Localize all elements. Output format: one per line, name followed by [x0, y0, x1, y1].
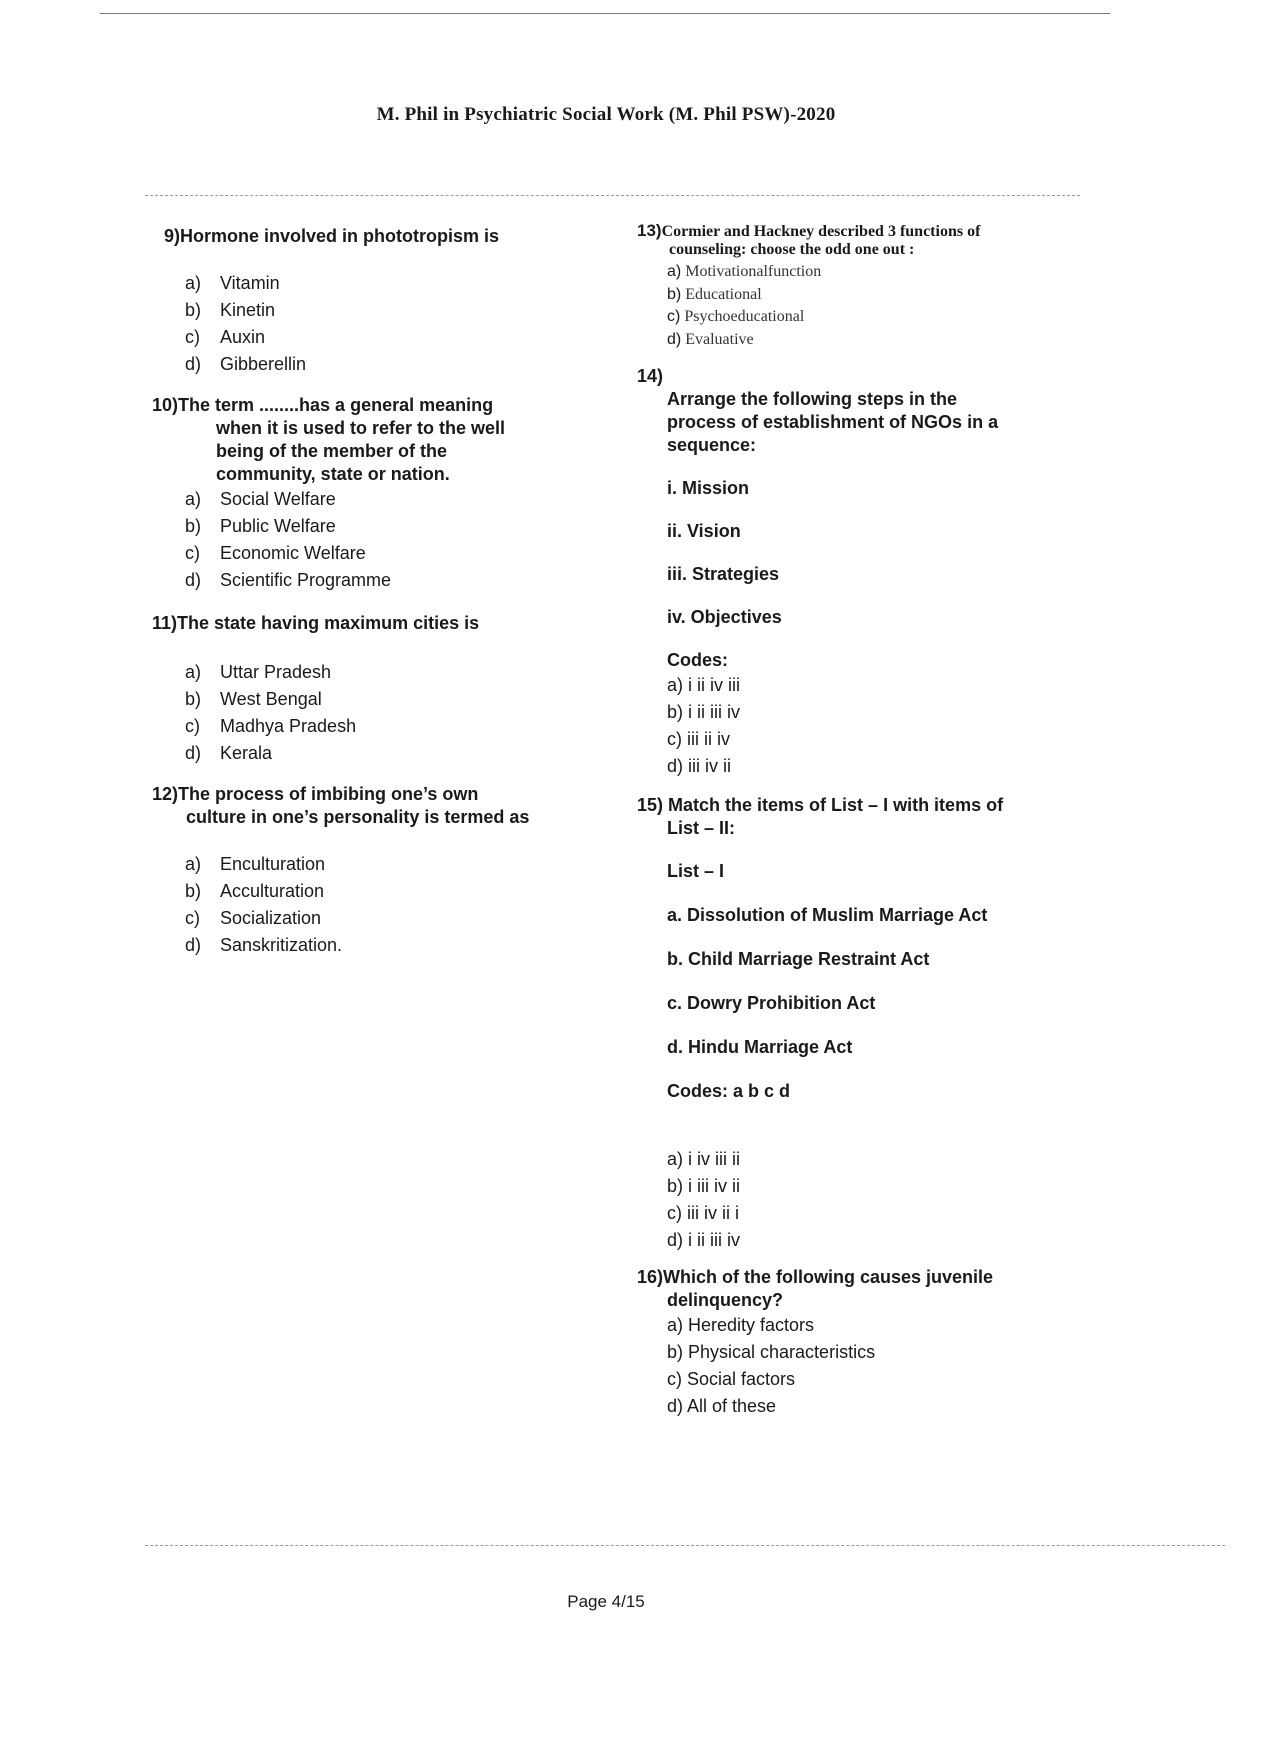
- question-13: 13)Cormier and Hackney described 3 functions of counseling: choose the odd one out :: [637, 222, 1077, 259]
- footer-divider: [145, 1545, 1225, 1546]
- question-number: 10): [152, 395, 179, 415]
- options-q16: [637, 1312, 1077, 1420]
- question-number: 13): [637, 221, 662, 240]
- option[interactable]: a) Enculturation: [185, 854, 326, 874]
- option[interactable]: a) Motivationalfunction: [667, 263, 822, 280]
- option[interactable]: c) iii ii iv: [667, 729, 730, 749]
- left-column: [152, 225, 612, 959]
- option[interactable]: b) i ii iii iv: [667, 702, 741, 722]
- list-item: iv. Objectives: [667, 607, 782, 627]
- options-q15: [637, 1146, 1077, 1254]
- options-q11: [152, 659, 612, 767]
- option[interactable]: c) Auxin: [185, 327, 266, 347]
- question-number: 14): [637, 366, 664, 386]
- question-text-line: delinquency?: [667, 1290, 784, 1310]
- question-14: [637, 365, 1077, 457]
- option[interactable]: a) i ii iv iii: [667, 675, 741, 695]
- right-column: [637, 222, 1077, 1420]
- option[interactable]: a) Social Welfare: [185, 489, 336, 509]
- option[interactable]: b) Kinetin: [185, 300, 276, 320]
- codes-label: Codes:: [667, 650, 729, 670]
- question-10: 10)The term ........has a general meaning when it is used to refer to the well being of the member of the community, state or nation.: [152, 394, 612, 486]
- question-number: 12): [152, 784, 179, 804]
- option[interactable]: d) Evaluative: [667, 330, 754, 348]
- question-text-line: process of establishment of NGOs in a: [667, 412, 999, 432]
- list-q15: [637, 860, 1077, 1103]
- codes-label: Codes: a b c d: [667, 1081, 791, 1101]
- option[interactable]: d) Gibberellin: [185, 354, 307, 374]
- question-text-line: being of the member of the: [216, 441, 448, 461]
- option[interactable]: b) Acculturation: [185, 881, 325, 901]
- list-item: i. Mission: [667, 478, 750, 498]
- question-text: The state having maximum cities is: [177, 613, 480, 633]
- question-number: 11): [152, 613, 178, 633]
- question-15: 15) Match the items of List – I with items of List – II:: [637, 794, 1077, 840]
- option[interactable]: d) i ii iii iv: [667, 1230, 741, 1250]
- options-q10: [152, 486, 612, 594]
- question-12: 12)The process of imbibing one’s own culture in one’s personality is termed as: [152, 783, 612, 829]
- question-text-line: Arrange the following steps in the: [667, 389, 958, 409]
- options-q9: [152, 270, 612, 378]
- option[interactable]: a) i iv iii ii: [667, 1149, 741, 1169]
- option[interactable]: d) Scientific Programme: [185, 570, 392, 590]
- option[interactable]: c) iii iv ii i: [667, 1203, 739, 1223]
- option[interactable]: c) Psychoeducational: [667, 308, 805, 325]
- option[interactable]: c) Madhya Pradesh: [185, 716, 357, 736]
- option[interactable]: b) Physical characteristics: [667, 1342, 876, 1362]
- list-item: ii. Vision: [667, 521, 741, 541]
- option[interactable]: c) Economic Welfare: [185, 543, 366, 563]
- option[interactable]: d) All of these: [667, 1396, 777, 1416]
- list-item: c. Dowry Prohibition Act: [667, 993, 876, 1013]
- option[interactable]: b) Public Welfare: [185, 516, 336, 536]
- option[interactable]: c) Social factors: [667, 1369, 796, 1389]
- top-rule: [100, 13, 1110, 14]
- question-9: [152, 225, 612, 248]
- question-text-line: when it is used to refer to the well: [216, 418, 506, 438]
- option[interactable]: b) i iii iv ii: [667, 1176, 741, 1196]
- list-item: b. Child Marriage Restraint Act: [667, 949, 930, 969]
- question-number: 15): [637, 795, 664, 815]
- list-q14: [637, 477, 1077, 672]
- list-item: d. Hindu Marriage Act: [667, 1037, 853, 1057]
- question-text-line: List – II:: [667, 818, 736, 838]
- options-q12: [152, 851, 612, 959]
- option[interactable]: a) Heredity factors: [667, 1315, 815, 1335]
- option[interactable]: c) Socialization: [185, 908, 322, 928]
- option[interactable]: a) Vitamin: [185, 273, 280, 293]
- header-divider: [145, 195, 1080, 196]
- option[interactable]: d) iii iv ii: [667, 756, 732, 776]
- page-title: M. Phil in Psychiatric Social Work (M. Phil PSW)-2020: [376, 104, 836, 125]
- options-q13: [637, 261, 1077, 351]
- option[interactable]: a) Uttar Pradesh: [185, 662, 332, 682]
- option[interactable]: d) Kerala: [185, 743, 273, 763]
- list-item: a. Dissolution of Muslim Marriage Act: [667, 905, 988, 925]
- question-text: Hormone involved in phototropism is: [180, 226, 500, 246]
- question-number: 16): [637, 1267, 664, 1287]
- page-number: Page 4/15: [567, 1592, 645, 1611]
- list-label: List – I: [667, 861, 725, 881]
- question-text-line: community, state or nation.: [216, 464, 450, 484]
- question-number: 9): [164, 226, 181, 246]
- option[interactable]: d) Sanskritization.: [185, 935, 343, 955]
- question-text-line: culture in one’s personality is termed as: [186, 807, 530, 827]
- question-16: 16)Which of the following causes juvenile delinquency?: [637, 1266, 1077, 1312]
- option[interactable]: b) Educational: [667, 285, 762, 303]
- options-q14: [637, 672, 1077, 780]
- list-item: iii. Strategies: [667, 564, 780, 584]
- option[interactable]: b) West Bengal: [185, 689, 322, 709]
- question-text-line: sequence:: [667, 435, 757, 455]
- question-11: [152, 612, 612, 635]
- question-text-line: counseling: choose the odd one out :: [669, 241, 915, 258]
